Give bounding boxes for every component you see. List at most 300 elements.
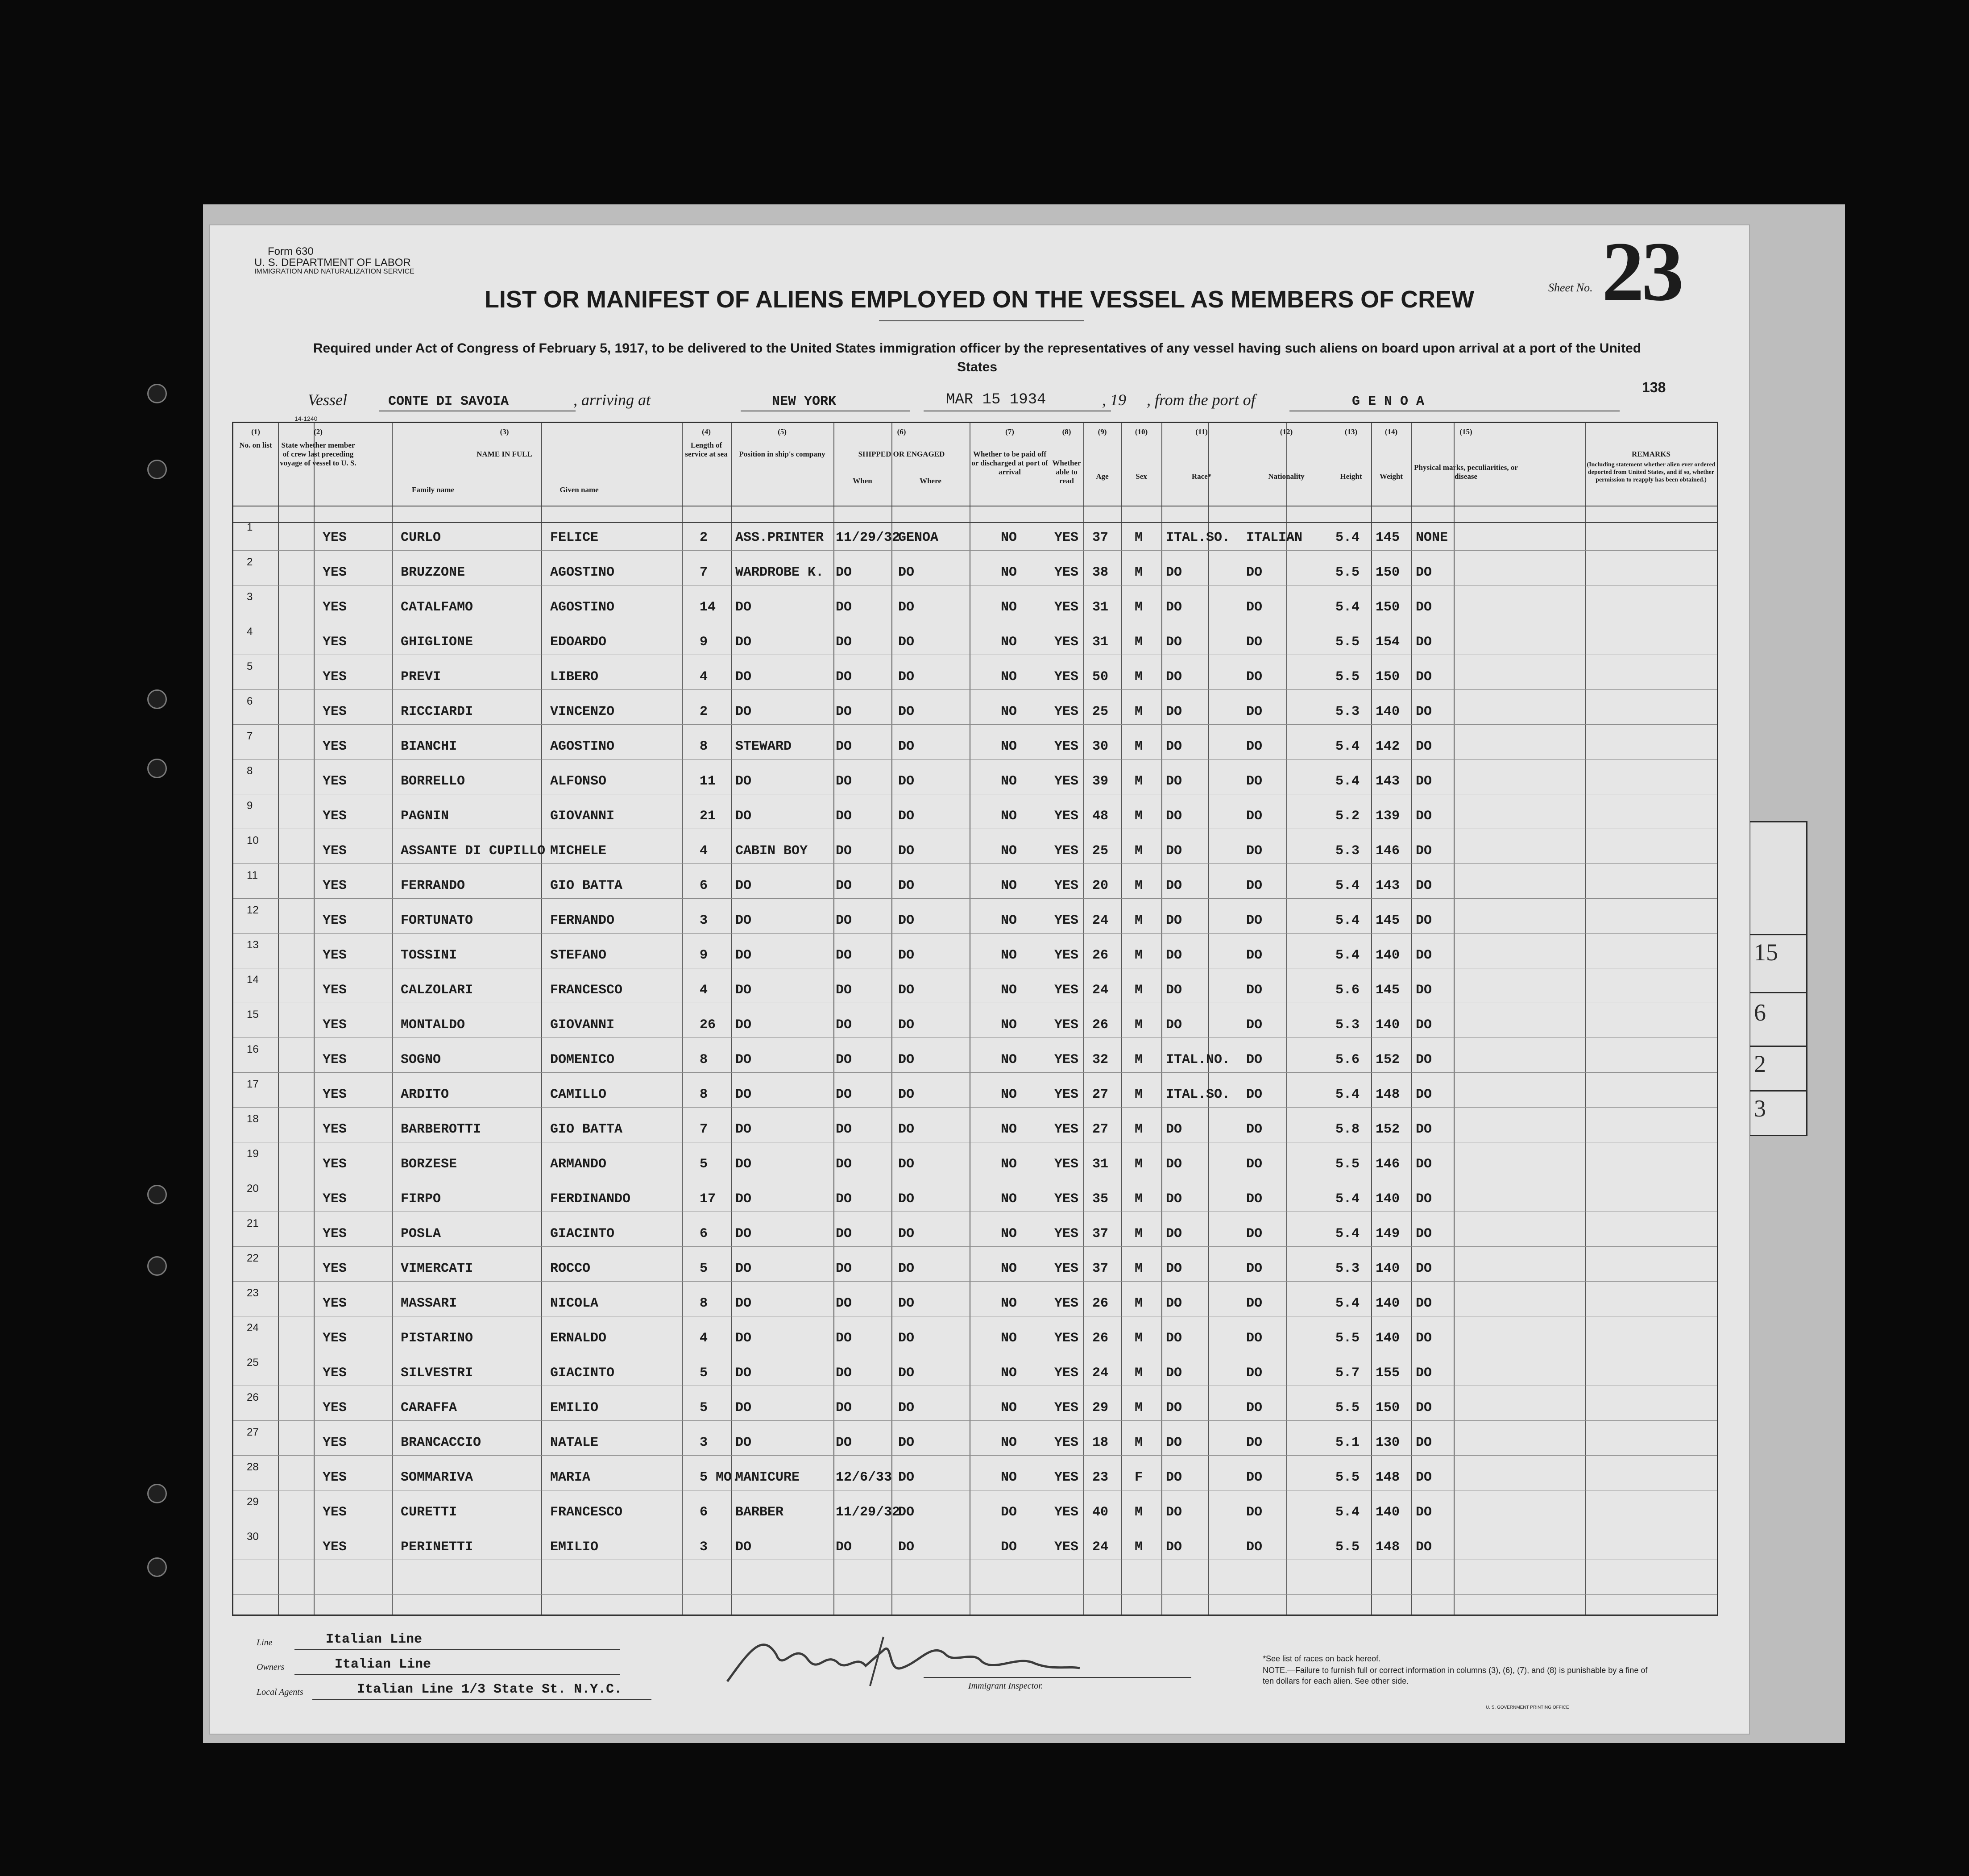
physical-marks-cell: DO (1416, 1226, 1432, 1241)
row-number: 27 (247, 1426, 259, 1438)
nationality-cell: DO (1246, 809, 1263, 824)
paid-off-cell: DO (1001, 1540, 1017, 1555)
column-divider (278, 423, 279, 1615)
col-10-header: Sex (1136, 472, 1147, 481)
height-cell: 5.8 (1335, 1122, 1360, 1137)
col-5-number: (5) (778, 427, 787, 436)
weight-cell: 150 (1376, 1400, 1400, 1415)
physical-marks-cell: DO (1416, 1331, 1432, 1346)
row-rule (233, 1107, 1717, 1108)
height-cell: 5.4 (1335, 1087, 1360, 1102)
race-cell: DO (1166, 1331, 1182, 1346)
service-length-cell: 2 (700, 530, 708, 545)
shipped-where-cell: DO (898, 774, 915, 789)
row-rule (233, 1246, 1717, 1247)
weight-cell: 130 (1376, 1435, 1400, 1450)
shipped-when-cell: DO (836, 739, 852, 754)
arriving-label: , arriving at (573, 391, 651, 409)
given-name-cell: ALFONSO (550, 774, 607, 789)
service-length-cell: 5 (700, 1400, 708, 1415)
col-2-header: State whether member of crew last preceding voyage of vessel to U. S. (280, 441, 356, 467)
line-underline (294, 1649, 620, 1650)
shipped-where-cell: DO (898, 1365, 915, 1381)
given-name-cell: EMILIO (550, 1400, 599, 1415)
sex-cell: M (1135, 1331, 1143, 1346)
position-cell: CABIN BOY (735, 843, 808, 859)
col-14-number: (14) (1385, 427, 1398, 436)
weight-cell: 140 (1376, 1331, 1400, 1346)
race-cell: DO (1166, 948, 1182, 963)
nationality-cell: DO (1246, 600, 1263, 615)
age-cell: 20 (1092, 878, 1109, 893)
race-cell: DO (1166, 1191, 1182, 1207)
physical-marks-cell: DO (1416, 948, 1432, 963)
col-2-number: (2) (314, 427, 323, 436)
given-name-cell: MARIA (550, 1470, 591, 1485)
shipped-when-cell: 11/29/32 (836, 1505, 900, 1520)
agents-value: Italian Line 1/3 State St. N.Y.C. (357, 1682, 622, 1697)
col-10-number: (10) (1135, 427, 1148, 436)
row-number: 21 (247, 1217, 259, 1229)
shipped-where-cell: DO (898, 1122, 915, 1137)
nationality-cell: DO (1246, 1540, 1263, 1555)
race-cell: DO (1166, 565, 1182, 580)
row-number: 17 (247, 1078, 259, 1090)
tab-value: 15 (1754, 939, 1778, 966)
nationality-cell: ITALIAN (1246, 530, 1303, 545)
sex-cell: M (1135, 983, 1143, 998)
column-divider (1083, 423, 1084, 1615)
col-7-header: Whether to be paid off or discharged at port of arrival (971, 450, 1048, 476)
prev-voyage-cell: YES (323, 1505, 347, 1520)
height-cell: 5.5 (1335, 635, 1360, 650)
shipped-when-cell: DO (836, 1400, 852, 1415)
height-cell: 5.3 (1335, 1261, 1360, 1276)
given-name-cell: FERDINANDO (550, 1191, 631, 1207)
position-cell: WARDROBE K. (735, 565, 824, 580)
sex-cell: M (1135, 1226, 1143, 1241)
position-cell: DO (735, 669, 752, 685)
sex-cell: M (1135, 1296, 1143, 1311)
position-cell: DO (735, 1017, 752, 1033)
row-number: 19 (247, 1148, 259, 1160)
row-number: 11 (247, 869, 258, 881)
given-name-cell: FELICE (550, 530, 599, 545)
row-number: 5 (247, 660, 253, 672)
prev-voyage-cell: YES (323, 600, 347, 615)
sex-cell: M (1135, 1122, 1143, 1137)
row-number: 2 (247, 556, 253, 568)
weight-cell: 145 (1376, 913, 1400, 928)
arrival-date-stamp: MAR 15 1934 (946, 391, 1046, 408)
nationality-cell: DO (1246, 1052, 1263, 1067)
service-length-cell: 4 (700, 983, 708, 998)
position-cell: DO (735, 1191, 752, 1207)
service-length-cell: 8 (700, 1052, 708, 1067)
service-length-cell: 7 (700, 1122, 708, 1137)
row-number: 13 (247, 939, 259, 951)
row-rule (233, 933, 1717, 934)
given-name-cell: LIBERO (550, 669, 599, 685)
sex-cell: M (1135, 1191, 1143, 1207)
nationality-cell: DO (1246, 1157, 1263, 1172)
shipped-when-cell: DO (836, 878, 852, 893)
paid-off-cell: NO (1001, 1470, 1017, 1485)
service-length-cell: 2 (700, 704, 708, 719)
weight-cell: 150 (1376, 600, 1400, 615)
position-cell: DO (735, 1226, 752, 1241)
position-cell: DO (735, 1540, 752, 1555)
age-cell: 26 (1092, 1017, 1109, 1033)
row-rule (233, 759, 1717, 760)
family-name-cell: BRANCACCIO (401, 1435, 481, 1450)
shipped-when-cell: DO (836, 1157, 852, 1172)
shipped-when-cell: DO (836, 809, 852, 824)
family-name-cell: PREVI (401, 669, 441, 685)
height-cell: 5.4 (1335, 530, 1360, 545)
shipped-where-cell: DO (898, 565, 915, 580)
service-name: IMMIGRATION AND NATURALIZATION SERVICE (254, 268, 415, 275)
binder-hole (147, 460, 167, 479)
row-number: 15 (247, 1009, 259, 1021)
family-name-cell: RICCIARDI (401, 704, 473, 719)
age-cell: 31 (1092, 600, 1109, 615)
physical-marks-cell: DO (1416, 635, 1432, 650)
race-cell: DO (1166, 774, 1182, 789)
column-divider (891, 423, 892, 1615)
able-to-read-cell: YES (1054, 635, 1079, 650)
able-to-read-cell: YES (1054, 1191, 1079, 1207)
race-cell: DO (1166, 1365, 1182, 1381)
col-4-header: Length of service at sea (685, 441, 728, 458)
family-name-cell: SOMMARIVA (401, 1470, 473, 1485)
nationality-cell: DO (1246, 1331, 1263, 1346)
given-name-cell: AGOSTINO (550, 565, 615, 580)
race-cell: DO (1166, 1296, 1182, 1311)
paid-off-cell: NO (1001, 809, 1017, 824)
shipped-when-cell: DO (836, 1191, 852, 1207)
shipped-when-cell: DO (836, 983, 852, 998)
col-13-header: Height (1340, 472, 1362, 481)
shipped-when-cell: 12/6/33 (836, 1470, 892, 1485)
position-cell: DO (735, 1261, 752, 1276)
physical-marks-cell: DO (1416, 1435, 1432, 1450)
family-name-cell: BIANCHI (401, 739, 457, 754)
family-name-cell: ASSANTE DI CUPILLO (401, 843, 546, 859)
service-length-cell: 9 (700, 948, 708, 963)
weight-cell: 150 (1376, 565, 1400, 580)
tab-divider (1750, 992, 1806, 993)
tab-divider (1750, 1046, 1806, 1047)
column-divider (1121, 423, 1122, 1615)
family-name-cell: PISTARINO (401, 1331, 473, 1346)
sex-cell: M (1135, 1261, 1143, 1276)
nationality-cell: DO (1246, 913, 1263, 928)
age-cell: 37 (1092, 1261, 1109, 1276)
binder-hole (147, 759, 167, 778)
prev-voyage-cell: YES (323, 1470, 347, 1485)
height-cell: 5.6 (1335, 983, 1360, 998)
able-to-read-cell: YES (1054, 530, 1079, 545)
column-divider (833, 423, 834, 1615)
given-name-cell: ROCCO (550, 1261, 591, 1276)
able-to-read-cell: YES (1054, 565, 1079, 580)
service-length-cell: 3 (700, 1540, 708, 1555)
prev-voyage-cell: YES (323, 983, 347, 998)
sex-cell: M (1135, 1087, 1143, 1102)
height-cell: 5.3 (1335, 1017, 1360, 1033)
prev-voyage-cell: YES (323, 1017, 347, 1033)
height-cell: 5.3 (1335, 704, 1360, 719)
nationality-cell: DO (1246, 1365, 1263, 1381)
row-number: 23 (247, 1287, 259, 1299)
age-cell: 18 (1092, 1435, 1109, 1450)
race-cell: DO (1166, 1017, 1182, 1033)
owners-label: Owners (257, 1662, 285, 1672)
service-length-cell: 6 (700, 1505, 708, 1520)
race-note: *See list of races on back hereof. (1263, 1654, 1381, 1663)
col-11-number: (11) (1195, 427, 1208, 436)
row-rule (233, 898, 1717, 899)
shipped-where-cell: DO (898, 913, 915, 928)
family-name-cell: CURLO (401, 530, 441, 545)
physical-marks-cell: DO (1416, 1157, 1432, 1172)
col-12-number: (12) (1280, 427, 1293, 436)
physical-marks-cell: DO (1416, 739, 1432, 754)
row-rule (233, 1420, 1717, 1421)
age-cell: 24 (1092, 1540, 1109, 1555)
inspector-signature (723, 1623, 1089, 1695)
service-length-cell: 5 MO. (700, 1470, 740, 1485)
sex-cell: M (1135, 1400, 1143, 1415)
col-3-number: (3) (500, 427, 509, 436)
shipped-when-cell: DO (836, 1226, 852, 1241)
given-name-cell: DOMENICO (550, 1052, 615, 1067)
shipped-where-cell: DO (898, 1191, 915, 1207)
position-cell: DO (735, 1122, 752, 1137)
nationality-cell: DO (1246, 1191, 1263, 1207)
race-cell: DO (1166, 843, 1182, 859)
col-1-number: (1) (251, 427, 260, 436)
prev-voyage-cell: YES (323, 913, 347, 928)
paid-off-cell: NO (1001, 948, 1017, 963)
physical-marks-cell: DO (1416, 809, 1432, 824)
paid-off-cell: NO (1001, 913, 1017, 928)
sex-cell: M (1135, 704, 1143, 719)
given-name-cell: STEFANO (550, 948, 607, 963)
column-divider (1411, 423, 1412, 1615)
shipped-when-cell: DO (836, 1435, 852, 1450)
shipped-where-cell: DO (898, 1470, 915, 1485)
nationality-cell: DO (1246, 1087, 1263, 1102)
weight-cell: 143 (1376, 878, 1400, 893)
prev-voyage-cell: YES (323, 1365, 347, 1381)
able-to-read-cell: YES (1054, 1365, 1079, 1381)
prev-voyage-cell: YES (323, 1261, 347, 1276)
col-15-header: Physical marks, peculiarities, or disease (1414, 463, 1518, 481)
shipped-when-cell: DO (836, 1122, 852, 1137)
family-name-cell: CALZOLARI (401, 983, 473, 998)
shipped-where-cell: DO (898, 1017, 915, 1033)
shipped-where-cell: DO (898, 948, 915, 963)
sex-cell: M (1135, 1540, 1143, 1555)
given-name-cell: ARMANDO (550, 1157, 607, 1172)
nationality-cell: DO (1246, 1017, 1263, 1033)
shipped-where-cell: DO (898, 669, 915, 685)
column-divider (682, 423, 683, 1615)
paid-off-cell: NO (1001, 530, 1017, 545)
position-cell: DO (735, 1365, 752, 1381)
family-name-cell: SOGNO (401, 1052, 441, 1067)
row-rule (233, 550, 1717, 551)
paid-off-cell: NO (1001, 1191, 1017, 1207)
position-cell: DO (735, 983, 752, 998)
nationality-cell: DO (1246, 1122, 1263, 1137)
physical-marks-cell: DO (1416, 1261, 1432, 1276)
service-length-cell: 5 (700, 1157, 708, 1172)
service-length-cell: 3 (700, 913, 708, 928)
given-name-cell: AGOSTINO (550, 600, 615, 615)
age-cell: 32 (1092, 1052, 1109, 1067)
column-divider (1454, 423, 1455, 1615)
sex-cell: F (1135, 1470, 1143, 1485)
race-cell: DO (1166, 1470, 1182, 1485)
service-length-cell: 17 (700, 1191, 716, 1207)
vessel-label: Vessel (308, 391, 347, 409)
physical-marks-cell: DO (1416, 1191, 1432, 1207)
race-cell: DO (1166, 1400, 1182, 1415)
race-cell: DO (1166, 669, 1182, 685)
shipped-where-cell: DO (898, 635, 915, 650)
physical-marks-cell: DO (1416, 1122, 1432, 1137)
position-cell: DO (735, 1157, 752, 1172)
col-12-header: Nationality (1268, 472, 1305, 481)
height-cell: 5.5 (1335, 1331, 1360, 1346)
paid-off-cell: NO (1001, 669, 1017, 685)
page-subtitle: Required under Act of Congress of February 5, 1917, to be delivered to the United States immigration officer by the representatives of any vessel having such aliens on board upon arrival at a port of the United States (313, 341, 1642, 374)
nationality-cell: DO (1246, 1261, 1263, 1276)
weight-cell: 143 (1376, 774, 1400, 789)
physical-marks-cell: DO (1416, 983, 1432, 998)
page-title: LIST OR MANIFEST OF ALIENS EMPLOYED ON THE VESSEL AS MEMBERS OF CREW (484, 286, 1475, 313)
service-length-cell: 8 (700, 739, 708, 754)
race-cell: DO (1166, 1505, 1182, 1520)
line-label: Line (257, 1638, 273, 1648)
row-number: 6 (247, 695, 253, 707)
age-cell: 37 (1092, 530, 1109, 545)
penalty-note: NOTE.—Failure to furnish full or correct information in columns (3), (6), (7), and (8) is punishable by a fine of ten dollars for each alien. See other side. (1263, 1666, 1648, 1685)
col-3-header: NAME IN FULL (477, 450, 532, 458)
race-cell: DO (1166, 809, 1182, 824)
prev-voyage-cell: YES (323, 1226, 347, 1241)
physical-marks-cell: DO (1416, 1365, 1432, 1381)
nationality-cell: DO (1246, 1296, 1263, 1311)
row-number: 25 (247, 1357, 259, 1369)
column-divider (392, 423, 393, 1615)
weight-cell: 140 (1376, 1296, 1400, 1311)
col-5-header: Position in ship's company (739, 450, 825, 458)
shipped-when-cell: DO (836, 704, 852, 719)
row-number: 12 (247, 904, 259, 916)
title-underline (879, 320, 1084, 321)
able-to-read-cell: YES (1054, 1505, 1079, 1520)
service-length-cell: 3 (700, 1435, 708, 1450)
given-name-cell: FRANCESCO (550, 1505, 623, 1520)
column-divider (314, 423, 315, 1615)
able-to-read-cell: YES (1054, 913, 1079, 928)
able-to-read-cell: YES (1054, 774, 1079, 789)
col-6-header: SHIPPED OR ENGAGED (858, 450, 945, 458)
given-name-cell: FRANCESCO (550, 983, 623, 998)
from-port: G E N O A (1352, 394, 1425, 409)
age-cell: 38 (1092, 565, 1109, 580)
side-tally-tab (1749, 821, 1807, 1136)
inspector-label: Immigrant Inspector. (968, 1681, 1043, 1691)
row-rule (233, 689, 1717, 690)
race-cell: DO (1166, 913, 1182, 928)
paid-off-cell: NO (1001, 1017, 1017, 1033)
owners-value: Italian Line (335, 1657, 431, 1672)
weight-cell: 155 (1376, 1365, 1400, 1381)
shipped-where-cell: DO (898, 1261, 915, 1276)
prev-voyage-cell: YES (323, 704, 347, 719)
given-name-cell: FERNANDO (550, 913, 615, 928)
weight-cell: 150 (1376, 669, 1400, 685)
from-port-label: , from the port of (1147, 391, 1256, 409)
height-cell: 5.4 (1335, 600, 1360, 615)
able-to-read-cell: YES (1054, 1017, 1079, 1033)
race-cell: DO (1166, 600, 1182, 615)
prev-voyage-cell: YES (323, 669, 347, 685)
year-label: , 19 (1102, 391, 1126, 409)
row-number: 10 (247, 834, 259, 847)
prev-voyage-cell: YES (323, 1122, 347, 1137)
shipped-when-cell: DO (836, 635, 852, 650)
column-divider (1161, 423, 1162, 1615)
row-number: 7 (247, 730, 253, 742)
able-to-read-cell: YES (1054, 1226, 1079, 1241)
nationality-cell: DO (1246, 983, 1263, 998)
paid-off-cell: NO (1001, 635, 1017, 650)
row-rule (233, 1072, 1717, 1073)
given-name-cell: CAMILLO (550, 1087, 607, 1102)
paid-off-cell: NO (1001, 600, 1017, 615)
shipped-when-cell: DO (836, 843, 852, 859)
height-cell: 5.5 (1335, 565, 1360, 580)
nationality-cell: DO (1246, 704, 1263, 719)
family-name-cell: BORZESE (401, 1157, 457, 1172)
position-cell: BARBER (735, 1505, 784, 1520)
race-cell: DO (1166, 1435, 1182, 1450)
able-to-read-cell: YES (1054, 739, 1079, 754)
row-rule (233, 863, 1717, 864)
physical-marks-cell: DO (1416, 1017, 1432, 1033)
weight-cell: 140 (1376, 1017, 1400, 1033)
weight-cell: 140 (1376, 704, 1400, 719)
age-cell: 31 (1092, 635, 1109, 650)
able-to-read-cell: YES (1054, 1157, 1079, 1172)
prev-voyage-cell: YES (323, 843, 347, 859)
family-name-cell: ARDITO (401, 1087, 449, 1102)
shipped-when-cell: DO (836, 1261, 852, 1276)
age-cell: 31 (1092, 1157, 1109, 1172)
service-length-cell: 8 (700, 1087, 708, 1102)
given-name-cell: GIACINTO (550, 1226, 615, 1241)
height-cell: 5.4 (1335, 739, 1360, 754)
binder-hole (147, 1484, 167, 1503)
position-cell: DO (735, 809, 752, 824)
service-length-cell: 5 (700, 1261, 708, 1276)
